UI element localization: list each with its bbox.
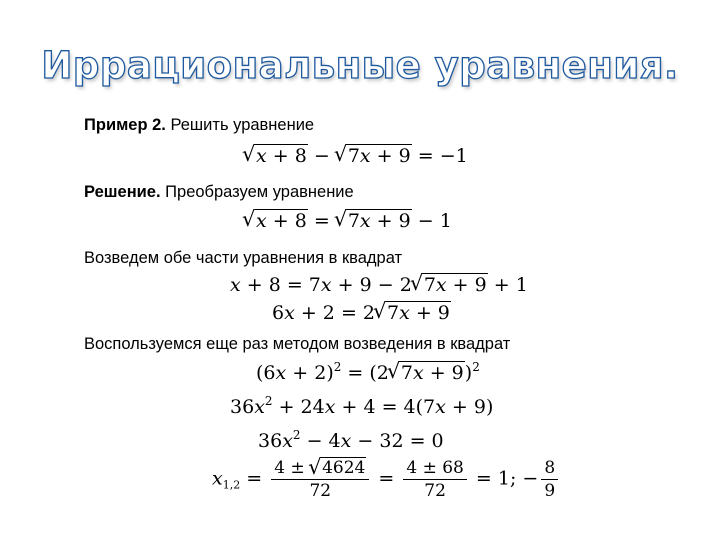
equation-squared-again: $(6x + 2)^2 = (2√$ 7x + 9)$^2$: [256, 362, 480, 384]
equation-simplified: 6x + 2 = 2√ 7x + 9: [272, 302, 451, 324]
equation-transformed: √ x + 8 = √ 7x + 9 − 1: [244, 210, 452, 232]
solution-text: Преобразуем уравнение: [160, 183, 354, 201]
square-again-text: Воспользуемся еще раз методом возведения в квадрат: [84, 335, 511, 353]
solution-label: Решение.: [84, 183, 161, 201]
slide-title: Иррациональные уравнения.: [41, 44, 679, 87]
equation-expanded: $36x^2 + 24x + 4 = 4(7x + 9)$: [230, 394, 494, 418]
square-both-sides-text: Возведем обе части уравнения в квадрат: [84, 249, 403, 267]
equation-original: √ x + 8 − √ 7x + 9 = −1: [244, 145, 468, 167]
example-label: Пример 2.: [84, 116, 166, 134]
example-line: [84, 116, 314, 135]
equation-quadratic: $36x^2 - 4x - 32 = 0$: [258, 428, 444, 452]
example-text: Решить уравнение: [165, 116, 315, 134]
equation-roots: $x_{1,2}$ = $\frac{4 \pm √ 4624}{72}$ = $\frac{4 \pm 68}{72}$ = 1; − $\frac{8}{9}$: [212, 458, 561, 501]
solution-line: [84, 183, 354, 202]
equation-squared: x + 8 = 7x + 9 − 2√ 7x + 9 + 1: [230, 274, 528, 296]
